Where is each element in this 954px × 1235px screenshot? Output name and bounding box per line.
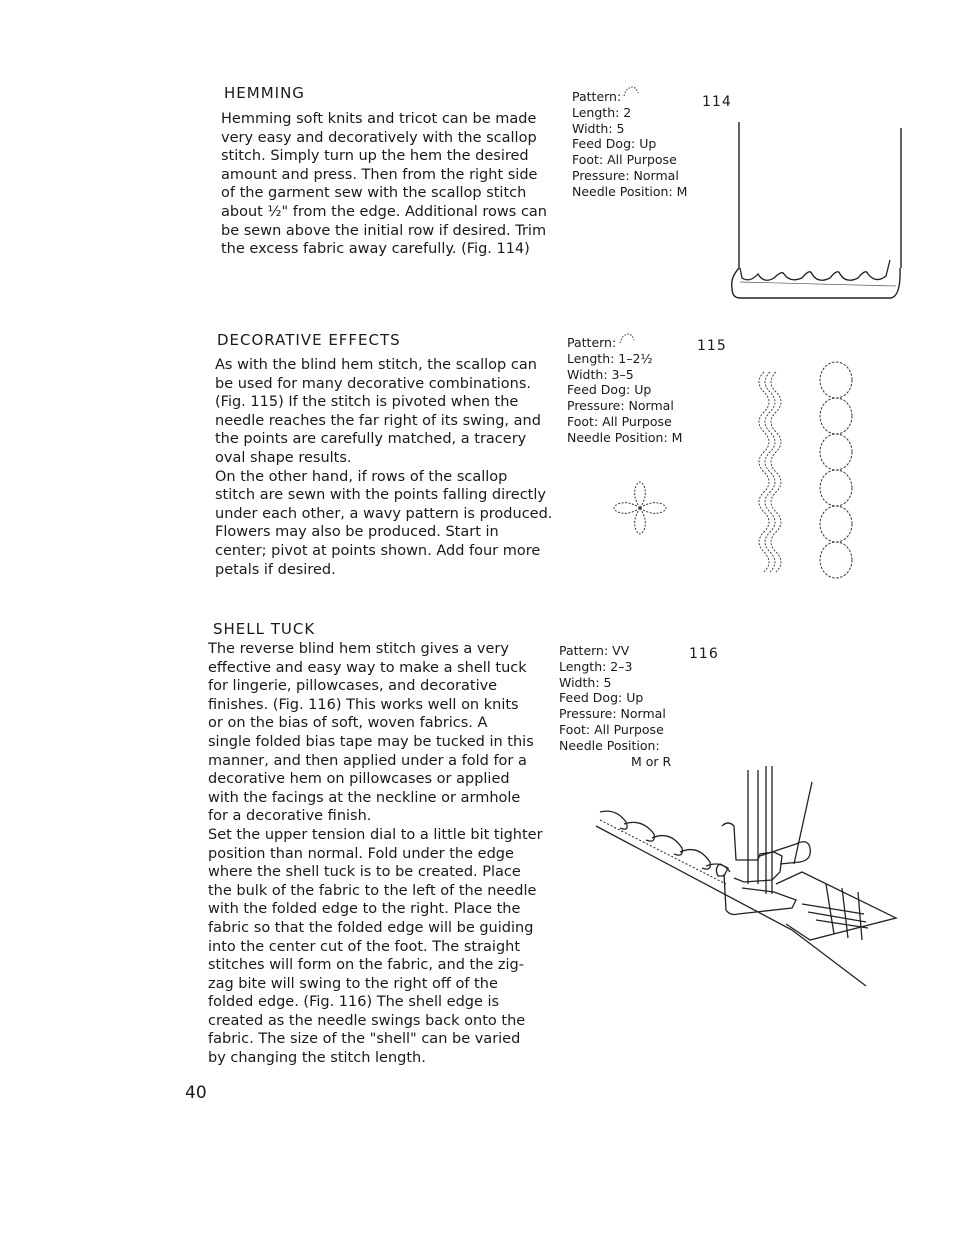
scallop-pattern-icon	[622, 86, 662, 98]
spec-width: Width: 5	[559, 674, 612, 690]
spec-pattern: Pattern:	[567, 335, 617, 350]
figure-115-wavy-scallop-rows	[754, 368, 794, 578]
spec-width: Width: 3–5	[567, 366, 634, 382]
figure-number-116: 116	[689, 646, 719, 662]
section-body-decorative-effects: As with the blind hem stitch, the scallop can be used for many decorative combinations. (Fig. 115) If the stitch is pivoted when the needle reaches the far right of its swing, and the points are carefully matched, a tracery oval shape results. On the other hand, if rows of the scallop stitch are sewn with the points falling directly under each other, a wavy pattern is produced. Flowers may also be produced. Start in center; pivot at points shown. Add four more petals if desired.	[215, 357, 553, 578]
spec-feed-dog: Feed Dog: Up	[559, 690, 644, 706]
spec-needle-position-value: M or R	[631, 753, 672, 769]
figure-number-114: 114	[702, 94, 732, 110]
figure-115-flower-motif	[606, 478, 676, 540]
spec-foot: Foot: All Purpose	[572, 152, 677, 168]
spec-pattern: Pattern:	[572, 89, 622, 104]
figure-number-115: 115	[697, 338, 727, 354]
spec-pattern: Pattern: VV	[559, 643, 630, 658]
spec-list-shell-tuck	[559, 643, 671, 769]
spec-feed-dog: Feed Dog: Up	[567, 382, 652, 398]
spec-needle-position: Needle Position: M	[572, 183, 688, 199]
spec-needle-position: Needle Position: M	[567, 429, 683, 445]
scallop-pattern-icon	[618, 333, 658, 345]
section-title-decorative-effects: DECORATIVE EFFECTS	[217, 331, 401, 349]
section-title-hemming: HEMMING	[224, 84, 305, 102]
spec-foot: Foot: All Purpose	[567, 413, 672, 429]
section-title-shell-tuck: SHELL TUCK	[213, 620, 316, 638]
spec-length: Length: 2	[572, 104, 632, 120]
figure-116-presser-foot-illustration	[596, 764, 902, 994]
spec-pressure: Pressure: Normal	[559, 706, 666, 722]
spec-feed-dog: Feed Dog: Up	[572, 136, 657, 152]
spec-length: Length: 2–3	[559, 658, 633, 674]
spec-foot: Foot: All Purpose	[559, 721, 664, 737]
spec-needle-position: Needle Position:	[559, 737, 660, 753]
spec-length: Length: 1–2½	[567, 350, 653, 366]
spec-list-decorative-effects	[567, 335, 682, 446]
figure-114-hem-illustration	[726, 118, 906, 304]
spec-pressure: Pressure: Normal	[572, 167, 679, 183]
section-body-hemming: Hemming soft knits and tricot can be made very easy and decoratively with the scallop stitch. Simply turn up the hem the desired amount and press. Then from the right side of the garment sew with the scallop stitch about ½" from the edge. Additional rows can be sewn above the initial row if desired. Trim the excess fabric away carefully. (Fig. 114)	[221, 111, 547, 258]
spec-width: Width: 5	[572, 120, 625, 136]
spec-list-hemming	[572, 89, 687, 200]
spec-pressure: Pressure: Normal	[567, 398, 674, 414]
section-body-shell-tuck: The reverse blind hem stitch gives a very effective and easy way to make a shell tuck for lingerie, pillowcases, and decorative finishes. (Fig. 116) This works well on knits or on the bias of soft, woven fabrics. A single folded bias tape may be tucked in this manner, and then applied under a fold for a decorative hem on pillowcases or applied with the facings at the neckline or armhole for a decorative finish. Set the upper tension dial to a little bit tighter position than normal. Fold under the edge where the shell tuck is to be created. Place the bulk of the fabric to the left of the needle with the folded edge to the right. Place the fabric so that the folded edge will be guiding into the center cut of the foot. The straight stitches will form on the fabric, and the zig- zag bite will swing to the right off of the folded edge. (Fig. 116) The shell edge is created as the needle swings back onto the fabric. The size of the "shell" can be varied by changing the stitch length.	[208, 641, 543, 1067]
page-number: 40	[185, 1083, 207, 1103]
figure-115-oval-tracery	[812, 360, 862, 580]
